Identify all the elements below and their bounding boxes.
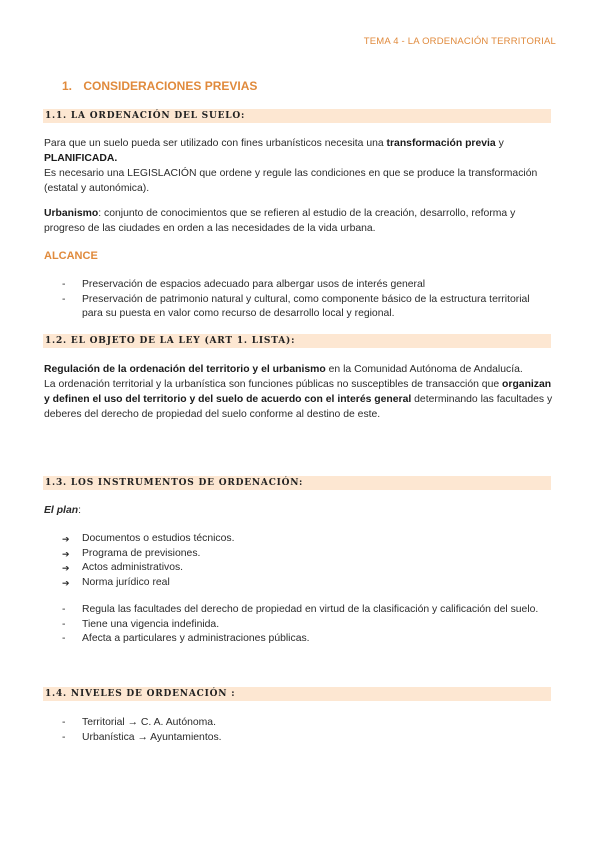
arrow-right-icon [62,561,70,577]
text-run: y [495,138,504,149]
text-run: determinando las facultades y deberes del derecho de propiedad del suelo conforme al destino de este. [44,394,553,420]
list-item-text: Regula las facultades del derecho de propiedad en virtud de la clasificación y calificación del suelo. [82,604,539,615]
text-run: Es necesario una LEGISLACIÓN que ordene y regule las condiciones en que se produce la transformación (estatal y autonómica). [44,168,538,194]
section-title-text: CONSIDERACIONES PREVIAS [83,79,258,93]
paragraph-regulacion [44,362,556,422]
list-item [62,576,552,591]
list-item [62,532,552,547]
dash-marker [62,632,65,647]
text-run: : conjunto de conocimientos que se refieren al estudio de la creación, desarrollo, reforma y progreso de las ciudades en orden a las necesidades de la vida urbana. [44,208,516,234]
list-item-text: Preservación de patrimonio natural y cultural, como componente básico de la estructura territorial para su puesta en valor como recurso de desarrollo local y regional. [82,293,530,319]
list-item [62,547,552,562]
text-run: en la Comunidad Autónoma de Andalucía. [325,364,523,375]
plan-dash-list [62,603,552,647]
section-title [62,79,257,93]
alcance-title: ALCANCE [44,250,98,262]
list-item-text: Tiene una vigencia indefinida. [82,618,220,630]
dash-marker [62,731,65,746]
bold-run: organizan y definen el uso del territorio y del suelo de acuerdo con el interés general [44,379,552,405]
subsection-heading-1-4: 1.4. NIVELES DE ORDENACIÓN : [45,689,236,699]
list-item [62,632,552,647]
list-item [62,716,552,731]
bold-run: Regulación de la ordenación del territorio y el urbanismo [44,364,326,375]
plan-colon: : [78,505,81,516]
subsection-band-1-4 [43,687,551,701]
dash-marker [62,293,65,308]
list-item-text: Preservación de espacios adecuado para albergar usos de interés general [82,279,426,290]
dash-marker [62,603,65,618]
plan-label-text: El plan [44,505,79,516]
subsection-heading-1-2: 1.2. EL OBJETO DE LA LEY (ART 1. LISTA): [45,336,296,346]
subsection-heading-1-1: 1.1. LA ORDENACIÓN DEL SUELO: [45,111,246,121]
list-item-text: Actos administrativos. [82,562,184,573]
bold-run: Urbanismo [44,208,99,219]
list-item [62,731,552,746]
paragraph-urbanismo [44,206,556,236]
list-item [62,603,552,618]
running-header: TEMA 4 - LA ORDENACIÓN TERRITORIAL [363,36,556,47]
list-item-text: Programa de previsiones. [82,547,201,559]
text-run: La ordenación territorial y la urbanística son funciones públicas no susceptibles de transacción que [44,379,503,390]
list-item [62,618,552,633]
list-item-text: Afecta a particulares y administraciones públicas. [82,633,310,644]
text-run: Para que un suelo pueda ser utilizado con fines urbanísticos necesita una [44,138,387,149]
list-item-text: Territorial → C. A. Autónoma. [82,717,216,728]
subsection-band-1-1 [43,109,551,123]
list-item [62,293,552,322]
plan-label [44,503,556,518]
arrow-right-icon [62,576,70,592]
bold-run: PLANIFICADA. [44,153,118,164]
subsection-band-1-2 [43,334,551,348]
paragraph-transformacion [44,136,556,196]
subsection-band-1-3 [43,476,551,490]
dash-marker [62,618,65,633]
list-item-text: Documentos o estudios técnicos. [82,533,235,544]
bold-run: transformación previa [386,138,496,149]
plan-arrow-list [62,532,552,590]
section-number: 1. [62,79,73,93]
dash-marker [62,278,65,293]
alcance-list [62,278,552,322]
list-item [62,278,552,293]
list-item [62,561,552,576]
list-item-text: Norma jurídico real [82,576,170,588]
dash-marker [62,716,65,731]
arrow-right-icon [62,532,70,548]
niveles-list [62,716,552,745]
subsection-heading-1-3: 1.3. LOS INSTRUMENTOS DE ORDENACIÓN: [45,478,304,488]
list-item-text: Urbanística → Ayuntamientos. [82,731,222,743]
arrow-right-icon [62,547,70,563]
